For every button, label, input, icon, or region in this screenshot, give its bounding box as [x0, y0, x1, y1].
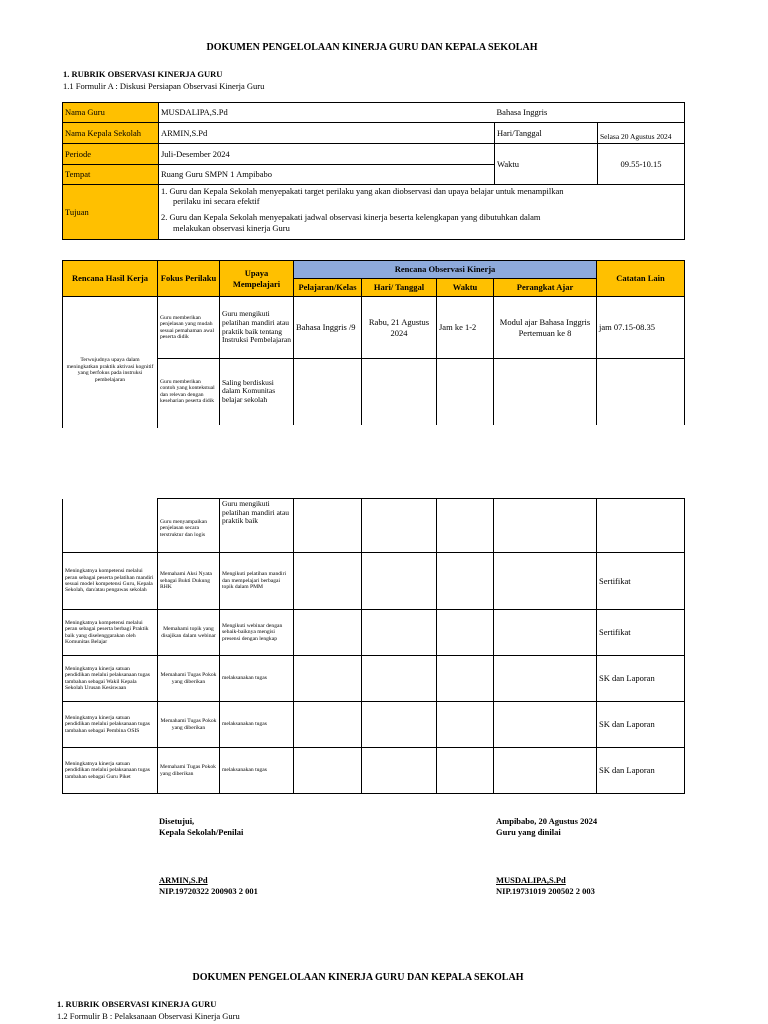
tempat-label: Tempat — [63, 165, 159, 185]
upaya-cell: Mengikuti pelatihan mandiri dan mempelajari berbagai topik dalam PMM — [220, 553, 294, 610]
tujuan-item-2: 2. Guru dan Kepala Sekolah menyepakati jadwal observasi kinerja beserta kelengkapan yang dibutuhkan dalam — [161, 212, 541, 223]
header-catatan: Catatan Lain — [597, 261, 685, 297]
form-b-heading: 1.2 Formulir B : Pelaksanaan Observasi Kinerja Guru — [57, 1011, 240, 1021]
waktu-label: Waktu — [495, 144, 598, 185]
perangkat-cell — [494, 499, 597, 553]
catatan-cell: SK dan Laporan — [597, 656, 685, 702]
plan-table-bottom — [62, 498, 685, 794]
header-fokus: Fokus Perilaku — [158, 261, 220, 297]
header-upaya: Upaya Mempelajari — [220, 261, 294, 297]
catatan-cell — [597, 359, 685, 425]
fokus-cell: Memahami Aksi Nyata sebagai Bukti Dukung RHK — [158, 553, 220, 610]
catatan-cell: SK dan Laporan — [597, 748, 685, 794]
waktu-cell — [437, 499, 494, 553]
pelajaran-cell — [294, 359, 362, 425]
waktu-cell — [437, 748, 494, 794]
hari-tanggal-value: Selasa 20 Agustus 2024 — [598, 123, 685, 144]
upaya-cell: Mengikuti webinar dengan sebaik-baiknya mengisi presensi dengan lengkap — [220, 610, 294, 656]
pelajaran-cell — [294, 702, 362, 748]
catatan-cell: jam 07.15-08.35 — [597, 297, 685, 359]
subject-value: Bahasa Inggris — [495, 103, 685, 123]
header-rhk: Rencana Hasil Kerja — [63, 261, 158, 297]
place-date: Ampibabo, 20 Agustus 2024 — [496, 816, 598, 826]
table-edge — [62, 424, 63, 428]
principal-nip: NIP.19720322 200903 2 001 — [159, 886, 258, 897]
pelajaran-cell — [294, 499, 362, 553]
waktu-cell: Jam ke 1-2 — [437, 297, 494, 359]
rhk-cell: Meningkatnya kompetensi melalui peran sebagai peserta pelatihan mandiri sesuai model kompetensi Guru, Kepala Sekolah, dan/atau pengawas sekolah — [63, 553, 158, 610]
table-edge — [157, 424, 158, 428]
hari-tanggal-label: Hari/Tanggal — [495, 123, 598, 144]
perangkat-cell — [494, 610, 597, 656]
fokus-cell: Memahami Tugas Pokok yang diberikan — [158, 656, 220, 702]
hari-cell: Rabu, 21 Agustus 2024 — [362, 297, 437, 359]
nama-guru-label: Nama Guru — [63, 103, 159, 123]
fokus-cell: Guru menyampaikan penjelasan secara terstruktur dan logis — [158, 499, 220, 553]
next-page-title: DOKUMEN PENGELOLAAN KINERJA GURU DAN KEPALA SEKOLAH — [192, 972, 524, 983]
tujuan-label: Tujuan — [63, 185, 159, 240]
hari-cell — [362, 499, 437, 553]
hari-cell — [362, 702, 437, 748]
fokus-cell: Memahami Tugas Pokok yang diberikan — [158, 748, 220, 794]
rhk-cell: Meningkatnya kinerja satuan pendidikan melalui pelaksanaan tugas tambahan sebagai Wakil Kepala Sekolah Urusan Kesiswaan — [63, 656, 158, 702]
tujuan-item-2-cont: melakukan observasi kinerja Guru — [173, 222, 290, 233]
fokus-cell: Memahami topik yang disajikan dalam webinar — [158, 610, 220, 656]
header-pelajaran: Pelajaran/Kelas — [294, 279, 362, 297]
rhk-cell: Meningkatnya kinerja satuan pendidikan melalui pelaksanaan tugas tambahan sebagai Guru Piket — [63, 748, 158, 794]
pelajaran-cell: Bahasa Inggris /9 — [294, 297, 362, 359]
perangkat-cell — [494, 359, 597, 425]
pelajaran-cell — [294, 656, 362, 702]
teacher-role: Guru yang dinilai — [496, 827, 561, 838]
catatan-cell: SK dan Laporan — [597, 702, 685, 748]
catatan-cell: Sertifikat — [597, 553, 685, 610]
header-perangkat: Perangkat Ajar — [494, 279, 597, 297]
teacher-nip: NIP.19731019 200502 2 003 — [496, 886, 595, 897]
waktu-value: 09.55-10.15 — [598, 144, 685, 185]
upaya-cell: melaksanakan tugas — [220, 748, 294, 794]
hari-cell — [362, 610, 437, 656]
principal-name: ARMIN,S.Pd — [159, 874, 208, 885]
waktu-cell — [437, 359, 494, 425]
hari-cell — [362, 553, 437, 610]
fokus-cell: Memahami Tugas Pokok yang diberikan — [158, 702, 220, 748]
perangkat-cell — [494, 553, 597, 610]
tujuan-value — [159, 185, 685, 240]
waktu-cell — [437, 702, 494, 748]
perangkat-cell — [494, 656, 597, 702]
pelajaran-cell — [294, 553, 362, 610]
pelajaran-cell — [294, 748, 362, 794]
perangkat-cell — [494, 748, 597, 794]
info-table — [62, 102, 685, 240]
section-heading: 1. RUBRIK OBSERVASI KINERJA GURU — [63, 69, 223, 79]
signature-right — [496, 816, 597, 898]
upaya-cell: melaksanakan tugas — [220, 702, 294, 748]
periode-value: Juli-Desember 2024 — [159, 144, 495, 165]
nama-guru-value: MUSDALIPA,S.Pd — [159, 103, 495, 123]
kepsek-label: Nama Kepala Sekolah — [63, 123, 159, 144]
hari-cell — [362, 748, 437, 794]
rhk-cell — [63, 499, 158, 553]
principal-role: Kepala Sekolah/Penilai — [159, 827, 244, 838]
waktu-cell — [437, 656, 494, 702]
document-title: DOKUMEN PENGELOLAAN KINERJA GURU DAN KEPALA SEKOLAH — [206, 42, 538, 53]
next-page-section-heading: 1. RUBRIK OBSERVASI KINERJA GURU — [57, 999, 217, 1009]
pelajaran-cell — [294, 610, 362, 656]
tujuan-item-1-cont: perilaku ini secara efektif — [173, 196, 260, 207]
rhk-cell: Meningkatnya kinerja satuan pendidikan melalui pelaksanaan tugas tambahan sebagai Pembina OSIS — [63, 702, 158, 748]
catatan-cell — [597, 499, 685, 553]
hari-cell — [362, 359, 437, 425]
rhk-cell: Terwujudnya upaya dalam meningkatkan praktik aktivasi kognitif yang berfokus pada instruksi pembelajaran — [63, 297, 158, 425]
tempat-value: Ruang Guru SMPN 1 Ampibabo — [159, 165, 495, 185]
periode-label: Periode — [63, 144, 159, 165]
perangkat-cell: Modul ajar Bahasa Inggris Pertemuan ke 8 — [494, 297, 597, 359]
header-waktu: Waktu — [437, 279, 494, 297]
header-rencana-observasi: Rencana Observasi Kinerja — [294, 261, 597, 279]
kepsek-value: ARMIN,S.Pd — [159, 123, 495, 144]
approval-label: Disetujui, — [159, 816, 195, 826]
waktu-cell — [437, 553, 494, 610]
signature-left — [159, 816, 258, 898]
catatan-cell: Sertifikat — [597, 610, 685, 656]
perangkat-cell — [494, 702, 597, 748]
upaya-cell: Guru mengikuti pelatihan mandiri atau praktik baik — [220, 499, 294, 553]
upaya-cell: Saling berdiskusi dalam Komunitas belajar sekolah — [220, 359, 294, 425]
teacher-name: MUSDALIPA,S.Pd — [496, 874, 566, 885]
hari-cell — [362, 656, 437, 702]
waktu-cell — [437, 610, 494, 656]
rhk-cell: Meningkatnya kompetensi melalui peran sebagai peserta berbagi Praktik baik yang diselenggarakan oleh Komunitas Belajar — [63, 610, 158, 656]
upaya-cell: Guru mengikuti pelatihan mandiri atau praktik baik tentang Instruksi Pembelajaran — [220, 297, 294, 359]
tujuan-item-1: 1. Guru dan Kepala Sekolah menyepakati target perilaku yang akan diobservasi dan upaya belajar untuk menampilkan — [161, 186, 564, 196]
form-a-heading: 1.1 Formulir A : Diskusi Persiapan Observasi Kinerja Guru — [63, 81, 265, 91]
plan-table-top — [62, 260, 685, 425]
header-hari: Hari/ Tanggal — [362, 279, 437, 297]
fokus-cell: Guru memberikan contoh yang kontekstual dan relevan dengan keseharian peserta didik — [158, 359, 220, 425]
fokus-cell: Guru memberikan penjelasan yang mudah sesuai pemahaman awal peserta didik — [158, 297, 220, 359]
upaya-cell: melaksanakan tugas — [220, 656, 294, 702]
